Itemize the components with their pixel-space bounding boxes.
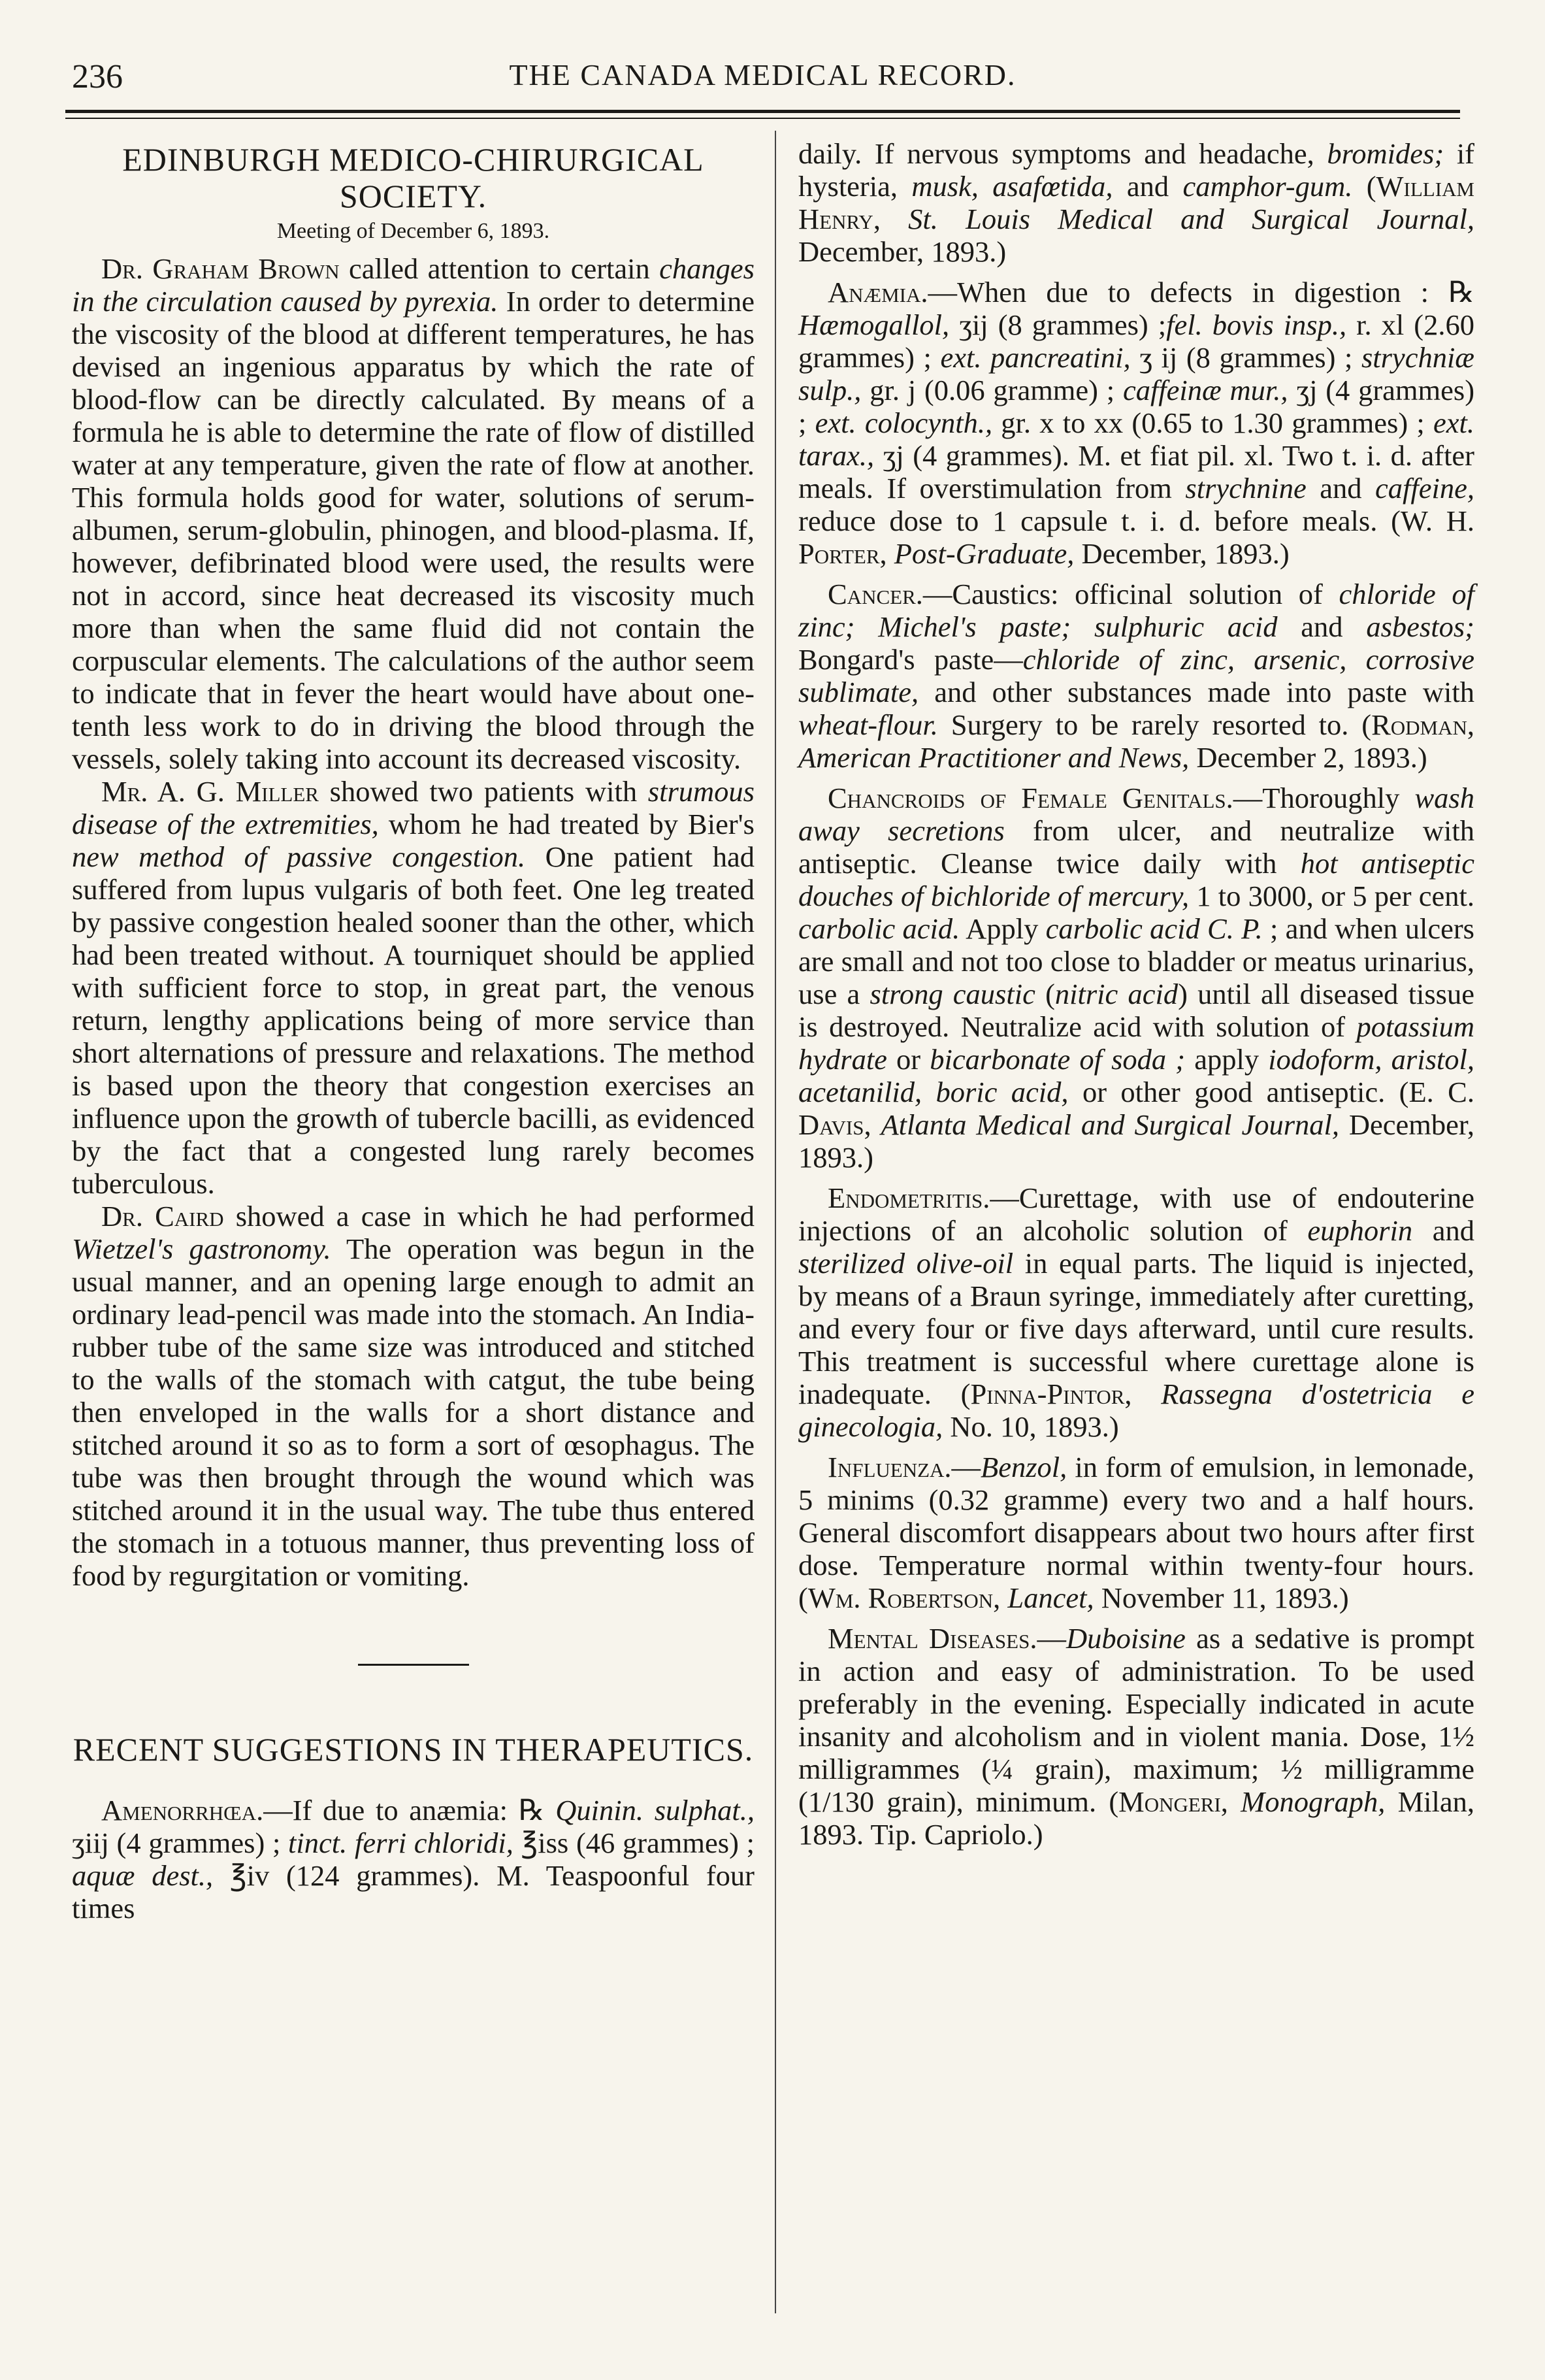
text-run: r. xl (2.60 grammes) ; xyxy=(798,308,1474,374)
paragraph-continuation xyxy=(798,137,1474,268)
paragraph-endometritis xyxy=(798,1182,1474,1443)
text-run: December 2, 1893.) xyxy=(1189,741,1427,774)
text-run: In order to determine the viscosity of the blood at different temperatures, he has devised an ingenious apparatus by which the rate of blood-flow can be directly calculated. By means of a formula he is able to determine the rate of flow of distilled water at any temperature, given the rate of flow at another. This formula holds good for water, solutions of serum-albumen, serum-globulin, phinogen, and blood-plasma. If, however, defibrinated blood were used, the results were not in accord, since heat decreased its viscosity much more than when the same fluid did not contain the corpuscular elements. The calculations of the author seem to indicate that in fever the heart would have about one-tenth less work to do in driving the blood through the vessels, solely taking into account its decreased viscosity. xyxy=(72,285,755,775)
entry-title: Amenorrhœa. xyxy=(101,1794,264,1826)
text-run: No. 10, 1893.) xyxy=(943,1410,1119,1443)
entry-title: Mental Diseases. xyxy=(828,1622,1037,1655)
italic-run: strong caustic xyxy=(870,978,1035,1010)
text-run: ʒj (4 grammes). M. et fiat pil. xl. Two t. i. d. after meals. If overstimulation from xyxy=(798,439,1474,504)
text-run xyxy=(881,203,908,235)
paragraph-miller xyxy=(72,775,755,1200)
entry-title: Anæmia. xyxy=(828,276,928,308)
text-run: —Curettage, with use of endouterine injections of an alcoholic solution of xyxy=(798,1182,1474,1247)
text-run: ℥iss (46 grammes) ; xyxy=(513,1826,755,1859)
entry-title: Influenza. xyxy=(828,1451,952,1483)
italic-run: Hæmogallol, xyxy=(798,308,950,341)
citation-author: William Henry, xyxy=(798,170,1474,235)
text-run: ʒj (4 grammes) ; xyxy=(798,374,1475,439)
italic-run: American Practitioner and News, xyxy=(798,741,1190,774)
italic-run: strumous disease of the extremities, xyxy=(72,775,755,840)
text-run xyxy=(1132,1378,1162,1410)
text-run: — xyxy=(1037,1622,1066,1655)
italic-run: carbolic acid C. P. xyxy=(1045,912,1263,945)
text-run: Bongard's paste— xyxy=(798,643,1023,676)
paragraph-anaemia xyxy=(798,276,1474,570)
header-rule-thick xyxy=(65,110,1460,113)
italic-run: nitric acid xyxy=(1054,978,1179,1010)
text-run xyxy=(1228,1785,1241,1818)
text-run: December, 1893.) xyxy=(1074,537,1290,570)
text-run: or other good antiseptic. (E. C. xyxy=(1068,1076,1474,1108)
italic-run: ext. colocynth., xyxy=(815,406,993,439)
entry-title: Endometritis. xyxy=(828,1182,990,1214)
italic-run: strychniæ sulp., xyxy=(798,341,1474,406)
meeting-date: Meeting of December 6, 1893. xyxy=(276,219,550,243)
paragraph-chancroids xyxy=(798,782,1474,1174)
right-column xyxy=(798,137,1474,1859)
text-run: —When due to defects in digestion : ℞ xyxy=(928,276,1474,308)
text-run: ; and when ulcers are small and not too close to bladder or meatus urinarius, use a xyxy=(798,912,1474,1010)
italic-run: aquæ dest., xyxy=(72,1859,214,1892)
paragraph-cancer xyxy=(798,578,1474,774)
text-run: —Thoroughly xyxy=(1233,782,1415,814)
paragraph-influenza xyxy=(798,1451,1474,1614)
italic-run: asbestos; xyxy=(1366,610,1474,643)
citation-author: Wm. Robertson, xyxy=(807,1581,1001,1614)
paragraph-graham-brown xyxy=(72,252,755,775)
text-run: ( xyxy=(1352,170,1376,203)
text-run: 1 to 3000, or 5 per cent. xyxy=(1189,880,1474,912)
column-divider xyxy=(775,131,776,2313)
text-run: ℥iv (124 grammes). M. Teaspoonful four times xyxy=(72,1859,755,1925)
text-run: or xyxy=(886,1043,930,1076)
italic-run: tinct. ferri chloridi, xyxy=(288,1826,513,1859)
text-run: December, 1893.) xyxy=(798,1108,1475,1174)
text-run: ) until all diseased tissue is destroyed. Neutralize acid with solution of xyxy=(798,978,1474,1043)
text-run: reduce dose to 1 capsule t. i. d. before meals. (W. H. xyxy=(798,504,1474,537)
author-name: Dr. Graham Brown xyxy=(101,252,340,285)
text-run: if hysteria, xyxy=(798,137,1474,203)
italic-run: Monograph, xyxy=(1241,1785,1386,1818)
text-run: Apply xyxy=(960,912,1046,945)
text-run: Milan, 1893. Tip. Capriolo.) xyxy=(798,1785,1474,1851)
text-run: One patient had suffered from lupus vulgaris of both feet. One leg treated by passive congestion healed sooner than the other, which had been treated without. A tourniquet should be applied with sufficient force to stop, in great part, the venous return, lengthy applications being of more service than short alternations of pressure and relaxations. The method is based upon the theory that congestion exercises an influence upon the growth of tubercle bacilli, as evidenced by the fact that a congested lung rarely becomes tuberculous. xyxy=(72,840,755,1200)
text-run: gr. j (0.06 gramme) ; xyxy=(861,374,1123,406)
text-run: apply xyxy=(1185,1043,1269,1076)
text-run: showed a case in which he had performed xyxy=(223,1200,755,1232)
text-run: ʒiij (4 grammes) ; xyxy=(72,1826,289,1859)
text-run: The operation was begun in the usual manner, and an opening large enough to admit an ordinary lead-pencil was made into the stomach. An India-rubber tube of the same size was introduced and stitched to the walls of the stomach with catgut, the tube being then enveloped in the walls for a short distance and stitched around it so as to form a sort of œsophagus. The tube was then brought through the wound which was stitched around it in the usual way. The tube thus entered the stomach in a totuous manner, thus preventing loss of food by regurgitation or vomiting. xyxy=(72,1232,755,1592)
left-column xyxy=(72,137,755,1925)
italic-run: chloride of zinc; Michel's paste; sulphuric acid xyxy=(798,578,1474,643)
text-run: ( xyxy=(1035,978,1055,1010)
italic-run: bromides; xyxy=(1327,137,1444,170)
italic-run: iodoform, aristol, acetanilid, boric acid, xyxy=(798,1043,1474,1108)
section-divider xyxy=(358,1664,469,1666)
text-run: in equal parts. The liquid is injected, by means of a Braun syringe, immediately after curetting, and every four or five days afterward, until cure results. This treatment is successful where curettage alone is inadequate. ( xyxy=(798,1247,1474,1410)
italic-run: hot antiseptic douches of bichloride of mercury, xyxy=(798,847,1474,912)
text-run: and other substances made into paste with xyxy=(919,676,1474,708)
text-run: ʒij (8 grammes) ; xyxy=(949,308,1167,341)
citation-author: Porter, xyxy=(798,537,887,570)
text-run: whom he had treated by Bier's xyxy=(378,808,755,840)
text-run xyxy=(871,1108,881,1141)
italic-run: strychnine xyxy=(1185,472,1307,504)
text-run: — xyxy=(951,1451,981,1483)
italic-run: musk, asafœtida, xyxy=(911,170,1113,203)
author-name: Mr. A. G. Miller xyxy=(101,775,319,808)
citation-author: Pinna-Pintor, xyxy=(970,1378,1132,1410)
text-run: —Caustics: officinal solution of xyxy=(922,578,1339,610)
italic-run: Quinin. sulphat., xyxy=(555,1794,755,1826)
italic-run: Duboisine xyxy=(1065,1622,1186,1655)
section-heading-therapeutics: RECENT SUGGESTIONS IN THERAPEUTICS. xyxy=(73,1731,754,1768)
text-run: in form of emulsion, in lemonade, 5 minims (0.32 gramme) every two and a half hours. General discomfort disappears about two hours after first dose. Temperature normal within twenty-four hours. ( xyxy=(798,1451,1474,1614)
italic-run: euphorin xyxy=(1307,1214,1413,1247)
italic-run: fel. bovis insp., xyxy=(1166,308,1347,341)
text-run: November 11, 1893.) xyxy=(1094,1581,1349,1614)
citation-author: Mongeri, xyxy=(1118,1785,1228,1818)
italic-run: ext. tarax., xyxy=(798,406,1474,472)
text-run: and xyxy=(1412,1214,1474,1247)
italic-run: ext. pancreatini, xyxy=(940,341,1131,374)
italic-run: changes in the circulation caused by pyrexia. xyxy=(72,252,755,318)
italic-run: wheat-flour. xyxy=(798,708,938,741)
italic-run: Rassegna d'ostetricia e ginecologia, xyxy=(798,1378,1474,1443)
italic-run: potassium hydrate xyxy=(798,1010,1474,1076)
italic-run: sterilized olive-oil xyxy=(798,1247,1014,1280)
italic-run: Wietzel's gastronomy. xyxy=(72,1232,331,1265)
text-run: Surgery to be rarely resorted to. ( xyxy=(937,708,1372,741)
italic-run: camphor-gum. xyxy=(1182,170,1353,203)
italic-run: Lancet, xyxy=(1007,1581,1094,1614)
italic-run: carbolic acid. xyxy=(798,912,960,945)
paragraph-caird xyxy=(72,1200,755,1592)
entry-title: Cancer. xyxy=(828,578,923,610)
italic-run: Benzol, xyxy=(981,1451,1067,1483)
text-run xyxy=(1000,1581,1007,1614)
section-heading-edinburgh: EDINBURGH MEDICO-CHIRURGICAL SOCIETY. xyxy=(122,141,704,214)
italic-run: Post-Graduate, xyxy=(894,537,1075,570)
entry-title: Chancroids of Female Genitals. xyxy=(828,782,1233,814)
italic-run: caffeinæ mur., xyxy=(1122,374,1288,406)
text-run: and xyxy=(1277,610,1367,643)
page-number: 236 xyxy=(72,58,123,95)
text-run: —If due to anæmia: ℞ xyxy=(263,1794,556,1826)
paragraph-amenorrhoea xyxy=(72,1794,755,1925)
text-run: from ulcer, and neutralize with antiseptic. Cleanse twice daily with xyxy=(798,814,1475,880)
text-run: December, 1893.) xyxy=(798,235,1007,268)
italic-run: St. Louis Medical and Surgical Journal, xyxy=(908,203,1474,235)
citation-author: Rodman, xyxy=(1371,708,1474,741)
citation-author: Davis, xyxy=(798,1108,871,1141)
text-run: and xyxy=(1306,472,1375,504)
italic-run: chloride of zinc, arsenic, corrosive sublimate, xyxy=(798,643,1474,708)
text-run: gr. x to xx (0.65 to 1.30 grammes) ; xyxy=(992,406,1433,439)
text-run: daily. If nervous symptoms and headache, xyxy=(798,137,1327,170)
text-run: ʒ ij (8 grammes) ; xyxy=(1130,341,1361,374)
header-rule-thin xyxy=(65,118,1460,119)
text-run: and xyxy=(1113,170,1183,203)
paragraph-mental-diseases xyxy=(798,1622,1474,1851)
running-title: THE CANADA MEDICAL RECORD. xyxy=(509,58,1016,91)
italic-run: caffeine, xyxy=(1375,472,1474,504)
running-head xyxy=(72,58,1454,103)
italic-run: new method of passive congestion. xyxy=(72,840,526,873)
italic-run: Atlanta Medical and Surgical Journal, xyxy=(881,1108,1340,1141)
italic-run: bicarbonate of soda ; xyxy=(930,1043,1186,1076)
text-run: as a sedative is prompt in action and easy of administration. To be used preferably in the evening. Especially indicated in acute insanity and alcoholism and in violent mania. Dose, 1½ milligrammes (¼ grain), maximum; ½ milligramme (1/130 grain), minimum. ( xyxy=(798,1622,1474,1818)
text-run: called attention to certain xyxy=(339,252,660,285)
author-name: Dr. Caird xyxy=(101,1200,224,1232)
text-run: showed two patients with xyxy=(318,775,648,808)
italic-run: wash away secretions xyxy=(798,782,1474,847)
text-run xyxy=(887,537,894,570)
